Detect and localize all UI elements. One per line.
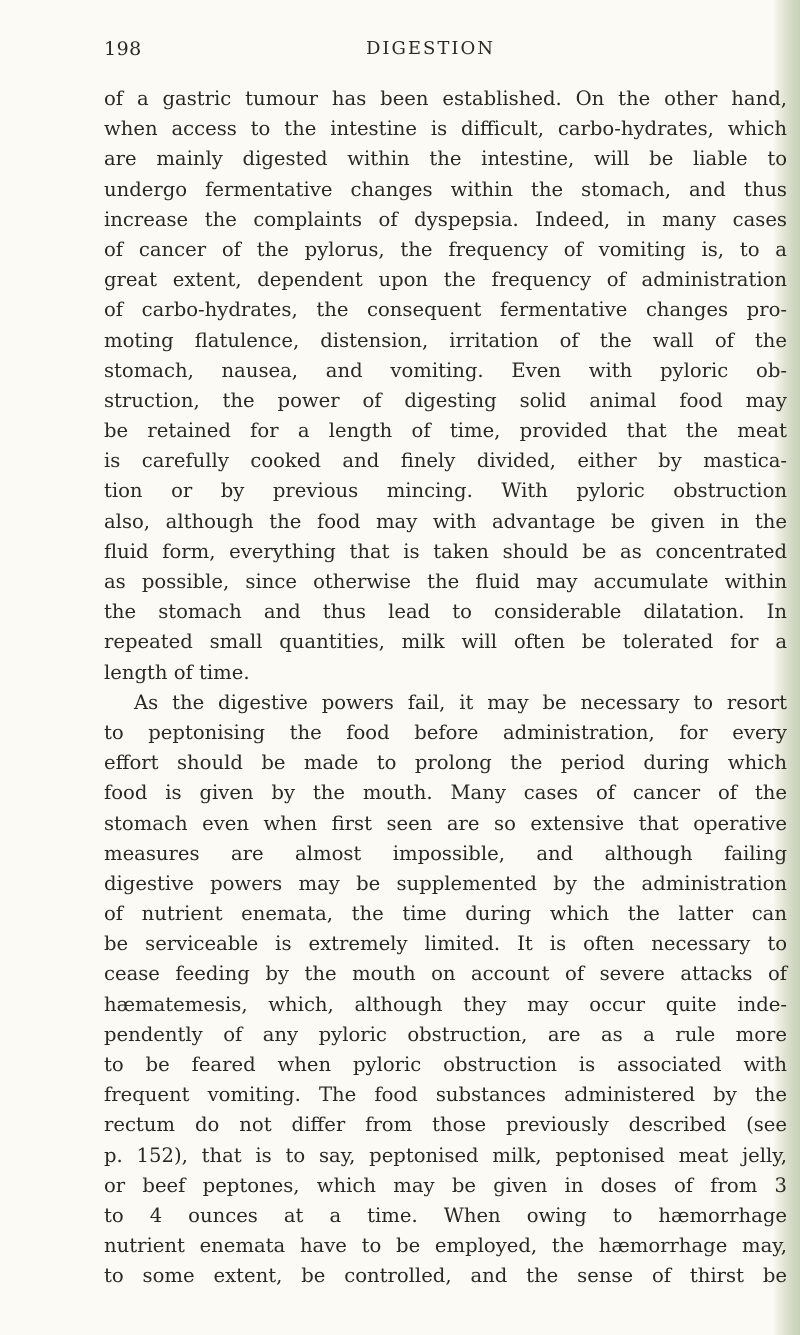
text-line: of cancer of the pylorus, the frequency of vomiting is, to a bbox=[104, 237, 787, 261]
text-line: to be feared when pyloric obstruction is associated with bbox=[104, 1053, 787, 1076]
text-line: or beef peptones, which may be given in doses of from 3 bbox=[104, 1173, 787, 1197]
text-line: fluid form, everything that is taken should be as concentrated bbox=[104, 539, 787, 563]
text-line: to 4 ounces at a time. When owing to hæmorrhage bbox=[104, 1203, 787, 1227]
text-line: of carbo-hydrates, the consequent fermentative changes pro- bbox=[104, 298, 787, 322]
text-line: rectum do not differ from those previously described (see bbox=[104, 1113, 787, 1137]
text-line: when access to the intestine is difficult, carbo-hydrates, which bbox=[104, 117, 787, 141]
text-line: of nutrient enemata, the time during which the latter can bbox=[104, 902, 787, 926]
text-line: hæmatemesis, which, although they may occur quite inde- bbox=[104, 992, 787, 1016]
text-line: of a gastric tumour has been established. On the other hand, bbox=[104, 87, 787, 110]
paragraph-end-line: length of time. bbox=[104, 660, 250, 684]
text-line: also, although the food may with advantage be given in the bbox=[104, 509, 787, 533]
text-line: be serviceable is extremely limited. It is often necessary to bbox=[104, 932, 787, 956]
paragraph-first-line: As the digestive powers fail, it may be necessary to resort bbox=[134, 690, 787, 714]
text-line: stomach, nausea, and vomiting. Even with pyloric ob- bbox=[104, 358, 787, 382]
text-line: food is given by the mouth. Many cases of cancer of the bbox=[104, 781, 787, 805]
text-line: great extent, dependent upon the frequency of administration bbox=[104, 268, 787, 292]
text-line: pendently of any pyloric obstruction, are as a rule more bbox=[104, 1022, 787, 1046]
text-line: to peptonising the food before administration, for every bbox=[104, 720, 787, 744]
text-line: are mainly digested within the intestine, will be liable to bbox=[104, 147, 787, 171]
text-line: is carefully cooked and finely divided, either by mastica- bbox=[104, 449, 787, 473]
text-line: struction, the power of digesting solid animal food may bbox=[104, 388, 787, 412]
text-line: to some extent, be controlled, and the sense of thirst be bbox=[104, 1264, 787, 1288]
text-line: measures are almost impossible, and although failing bbox=[104, 841, 787, 865]
text-line: increase the complaints of dyspepsia. Indeed, in many cases bbox=[104, 207, 787, 231]
text-line: nutrient enemata have to be employed, the hæmorrhage may, bbox=[104, 1234, 787, 1258]
text-line: digestive powers may be supplemented by the administration bbox=[104, 871, 787, 895]
text-line: stomach even when first seen are so extensive that operative bbox=[104, 811, 787, 835]
text-line: as possible, since otherwise the fluid may accumulate within bbox=[104, 570, 787, 593]
text-line: effort should be made to prolong the period during which bbox=[104, 751, 787, 775]
text-line: cease feeding by the mouth on account of severe attacks of bbox=[104, 962, 787, 986]
running-head bbox=[104, 38, 787, 64]
text-line: tion or by previous mincing. With pyloric obstruction bbox=[104, 479, 787, 503]
text-line: the stomach and thus lead to considerable dilatation. In bbox=[104, 600, 787, 624]
text-line: p. 152), that is to say, peptonised milk, peptonised meat jelly, bbox=[104, 1143, 787, 1167]
text-line: repeated small quantities, milk will often be tolerated for a bbox=[104, 630, 787, 654]
text-line: moting flatulence, distension, irritation of the wall of the bbox=[104, 328, 787, 352]
text-line: frequent vomiting. The food substances administered by the bbox=[104, 1083, 787, 1107]
page-number: 198 bbox=[104, 38, 142, 60]
body-text bbox=[104, 84, 787, 1292]
text-line: undergo fermentative changes within the stomach, and thus bbox=[104, 177, 787, 201]
running-title: DIGESTION bbox=[366, 38, 496, 59]
text-line: be retained for a length of time, provided that the meat bbox=[104, 419, 787, 443]
